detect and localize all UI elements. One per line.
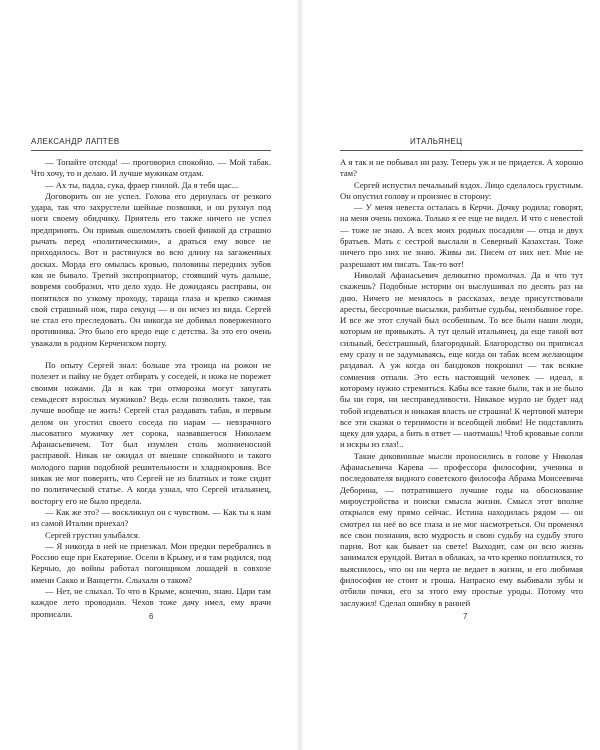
paragraph: — У меня невеста осталась в Керчи. Дочку родила; говорят, на меня очень похожа. Только я ее еще не видел. И что с невестой — тоже не знаю. А всех моих родных посадили — отца и двух братьев. Мать с сестрой выслали в Северный Казахстан. Тоже ничего про них не знаю. Живы ли. Писем от них нет. Мне не разрешают им писать. Так-то вот! [340, 202, 583, 269]
paragraph: — Как же это? — воскликнул он с чувством. — Как ты к нам из самой Италии приехал? [31, 506, 271, 529]
paragraph: Николай Афанасьевич деликатно промолчал. Да и что тут скажешь? Подобные истории он выслушивал по десять раз на дню. Ничего не менялось в рассказах, везде присутствовали аресты, бессрочные высылки, разбитые судьбы, неизбывное горе. И все же этот случай был особенным. То все были наши люди, которым не привыкать. А тут целый итальянец, да еще такой вот сильный, бесстрашный, благородный. Благородство он приписал ему сразу и не задумываясь, еще когда он табак всем желающим раздавал. А уж когда он бандюков покрошил — так всякие сомнения отпали. Это есть настоящий человек — идеал, к которому нужно стремиться. Кабы все такие были, так и не было бы ни горя, ни несправедливости. Никакое мурло не будет над тобой издеваться и никакая власть не страшна! К чертовой матери все эти сказки о терпимости и всеобщей любви! Не подставлять щеку для удара, а бить в ответ — наотмашь! Чтоб кровавые сопли и искры из глаз!.. [340, 269, 583, 450]
paragraph: По опыту Сергей знал: больше эта троица на рожон не полезет и пайку не будет отбирать у соседей, и ножа не порежет своими ножами. Да и как три отморозка могут запугать семьдесят взрослых мужиков? Ведь если позволить такое, так лучше вообще не жить! Сергей стал раздавать табак, и первым делом он угостил своего соседа по нарам — невзрачного лысоватого мужичку лет сорока, назвавшегося Николаем Афанасьевичем. Тот был изумлен столь молниеносной расправой. Никак не ожидал от внешне спокойного и такого молодого парня подобной решительности и хладнокровия. Все никак не мог поверить, что Сергей не из блатных и тоже сидит по политической статье. А когда узнал, что Сергей итальянец, восторгу его не было предела. [31, 360, 271, 506]
paragraph: — Топайте отсюда! — проговорил спокойно. — Мой табак. Что хочу, то и делаю. И лучше мужикам отдам. [31, 157, 271, 179]
paragraph: Договорить он не успел. Голова его дернулась от резкого удара, так что захрустели шейные позвонки, и он рухнул под ноги своему обидчику. Приятель его также ничего не успел предпринять. Он привык ошеломлять своей финкой да страшно рычать перед «политическими», а драться ему вовсе не приходилось. Вот и растянулся во всю длину на загаженных досках. Морда его омылась кровью, половины передних зубов как не бывало. Третий экспроприатор, стоявший чуть дальше, вовремя сообразил, что дело худо. Не дожидаясь расправы, он попятился по узкому проходу, тараща глаза и крепко сжимая свой страшный нож, пара секунд — и он исчез из вида. Сергей не стал его преследовать. Он никогда не добивал поверженного противника. Это было его кредо еще с детства. За это его очень уважали в родном Керченском порту. [31, 190, 271, 348]
paragraph: — Нет, не слыхал. То что в Крыме, конечно, знаю. Цари там каждое лето проводили. Чехов тоже дачу имел, ему врачи прописали. [31, 585, 271, 619]
page-number: 7 [463, 612, 468, 621]
header-rule [340, 150, 583, 151]
paragraph: Такие диковинные мысли проносились в голове у Николая Афанасьевича Карева — профессора философии, ученика и последователя видного советского философа Абрама Моисеевича Деборина, — потратившего лучшие годы на обоснование мироустройства и поиски смысла жизни. Смысл этот вполне открылся ему прямо сейчас. Истина находилась рядом — он смотрел на неё во все глаза и не мог насмотреться. Он променял все свои познания, всю мудрость и свою судьбу на судьбу этого парня. Вот как бывает на свете! Выходит, сам он всю жизнь занимался ерундой. Витал в облаках, за что крепко поплатился, то выяснилось, что он ни черта не ведает в жизни, и его любимая философия не стоит и гроша. Напрасно ему выбивали зубы и отбили почки, его за этого ему простые уроды. Потому что заслужил! Сделал ошибку в ранней [340, 450, 583, 608]
paragraph: Сергей грустно улыбался. [45, 529, 140, 540]
running-header-title: ИТАЛЬЯНЕЦ [410, 137, 463, 146]
running-header-author: АЛЕКСАНДР ЛАПТЕВ [31, 137, 120, 146]
right-page [300, 0, 600, 750]
paragraph: Сергей испустил печальный вздох. Лицо сделалось грустным. Он опустил голову и произнес в сторону: [340, 179, 583, 201]
page-number: 6 [149, 612, 154, 621]
right-page-body [340, 157, 583, 609]
header-rule [31, 150, 271, 151]
paragraph: — Ах ты, падла, сука, фраер гнилой. Да я тебя щас... [45, 179, 239, 190]
paragraph: А я так и не побывал ни разу. Теперь уж и не придется. А хорошо там? [340, 157, 583, 179]
paragraph: — Я никогда в ней не приезжал. Мои предки перебрались в Россию еще при Екатерине. Осели в Крыму, и я там родился, под Керчью, до войны работал погонщиком лошадей в совхозе имени Сакко и Ванцетти. Слыхали о таком? [31, 540, 271, 585]
left-page-body [31, 157, 271, 620]
